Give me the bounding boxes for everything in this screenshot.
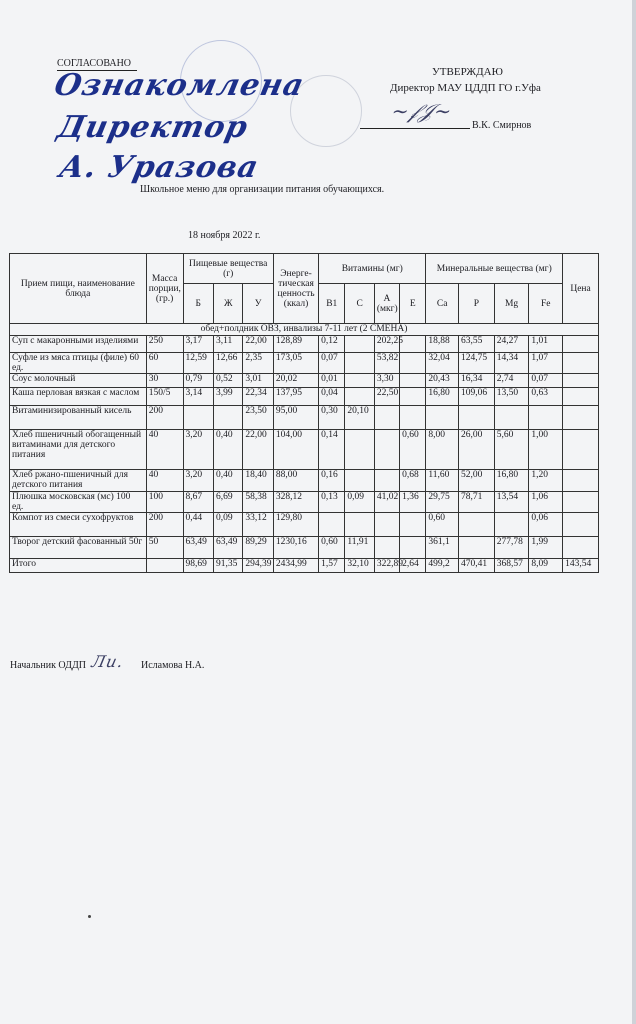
- cell-mg: 13,54: [494, 492, 529, 513]
- cell-a: [374, 513, 399, 537]
- header-p: P: [458, 284, 494, 324]
- cell-mass: 250: [146, 336, 183, 353]
- cell-zh: 12,66: [213, 353, 242, 374]
- cell-b: 3,20: [183, 470, 213, 492]
- total-b: 98,69: [183, 559, 213, 573]
- header-nutrients: Пищевые вещества (г): [183, 254, 273, 284]
- cell-e: [400, 406, 426, 430]
- cell-b1: 0,30: [319, 406, 345, 430]
- header-price: Цена: [563, 254, 599, 324]
- cell-energy: 128,89: [273, 336, 318, 353]
- cell-a: [374, 470, 399, 492]
- cell-b1: 0,01: [319, 374, 345, 388]
- cell-mg: 13,50: [494, 388, 529, 406]
- cell-name: Компот из смеси сухофруктов: [10, 513, 147, 537]
- total-ca: 499,2: [426, 559, 459, 573]
- cell-e: [400, 388, 426, 406]
- cell-energy: 104,00: [273, 430, 318, 470]
- cell-name: Плюшка московская (мс) 100 ед.: [10, 492, 147, 513]
- cell-c: 20,10: [345, 406, 374, 430]
- cell-mass: 50: [146, 537, 183, 559]
- footer-signature: Ли.: [89, 652, 126, 671]
- cell-b: 63,49: [183, 537, 213, 559]
- speck: [88, 915, 91, 918]
- cell-b: 3,17: [183, 336, 213, 353]
- section-row: [10, 324, 599, 336]
- cell-mg: 277,78: [494, 537, 529, 559]
- cell-energy: 88,00: [273, 470, 318, 492]
- cell-mass: 60: [146, 353, 183, 374]
- cell-energy: 129,80: [273, 513, 318, 537]
- table-row: [10, 353, 599, 374]
- cell-c: 11,91: [345, 537, 374, 559]
- header-e: Е: [400, 284, 426, 324]
- cell-fe: 0,63: [529, 388, 563, 406]
- cell-mass: 150/5: [146, 388, 183, 406]
- cell-p: 124,75: [458, 353, 494, 374]
- cell-u: 23,50: [243, 406, 273, 430]
- cell-e: [400, 336, 426, 353]
- cell-energy: 20,02: [273, 374, 318, 388]
- cell-price: [563, 353, 599, 374]
- cell-mass: 100: [146, 492, 183, 513]
- total-price: 143,54: [563, 559, 599, 573]
- cell-zh: 63,49: [213, 537, 242, 559]
- header-row-1: [10, 254, 599, 284]
- cell-energy: 1230,16: [273, 537, 318, 559]
- cell-price: [563, 406, 599, 430]
- header-vitamins: Витамины (мг): [319, 254, 426, 284]
- cell-ca: [426, 406, 459, 430]
- cell-b1: 0,04: [319, 388, 345, 406]
- total-e: 2,64: [400, 559, 426, 573]
- total-p: 470,41: [458, 559, 494, 573]
- section-title: обед+полдник ОВЗ, инвализы 7-11 лет (2 СМЕНА): [10, 324, 599, 336]
- table-row: [10, 537, 599, 559]
- cell-ca: 0,60: [426, 513, 459, 537]
- cell-a: [374, 537, 399, 559]
- header-u: У: [243, 284, 273, 324]
- cell-a: [374, 430, 399, 470]
- cell-fe: [529, 406, 563, 430]
- cell-c: [345, 353, 374, 374]
- header-c: С: [345, 284, 374, 324]
- header-mass: Масса порции, (гр.): [146, 254, 183, 324]
- header-mg: Mg: [494, 284, 529, 324]
- cell-ca: 18,88: [426, 336, 459, 353]
- cell-c: [345, 336, 374, 353]
- cell-ca: 29,75: [426, 492, 459, 513]
- table-row: [10, 513, 599, 537]
- approve-label: УТВЕРЖДАЮ: [432, 66, 503, 78]
- cell-zh: 0,40: [213, 470, 242, 492]
- cell-b1: 0,12: [319, 336, 345, 353]
- cell-ca: 11,60: [426, 470, 459, 492]
- cell-ca: 16,80: [426, 388, 459, 406]
- cell-ca: 8,00: [426, 430, 459, 470]
- cell-name: Суфле из мяса птицы (филе) 60 ед.: [10, 353, 147, 374]
- cell-ca: 361,1: [426, 537, 459, 559]
- total-energy: 2434,99: [273, 559, 318, 573]
- cell-fe: 0,06: [529, 513, 563, 537]
- cell-u: 22,34: [243, 388, 273, 406]
- cell-name: Витаминизированный кисель: [10, 406, 147, 430]
- director-name: В.К. Смирнов: [472, 120, 532, 131]
- cell-fe: 1,99: [529, 537, 563, 559]
- director-signature: ~𝒻𝒥~: [389, 99, 455, 123]
- agreed-label: СОГЛАСОВАНО: [57, 58, 132, 69]
- total-a: 322,89: [374, 559, 399, 573]
- cell-zh: [213, 406, 242, 430]
- cell-price: [563, 430, 599, 470]
- cell-p: 78,71: [458, 492, 494, 513]
- cell-a: [374, 406, 399, 430]
- cell-u: 58,38: [243, 492, 273, 513]
- table-row: [10, 492, 599, 513]
- cell-price: [563, 336, 599, 353]
- table-row: [10, 470, 599, 492]
- table-row: [10, 374, 599, 388]
- cell-fe: 1,07: [529, 353, 563, 374]
- cell-energy: 173,05: [273, 353, 318, 374]
- table-row: [10, 430, 599, 470]
- cell-name: Хлеб ржано-пшеничный для детского питания: [10, 470, 147, 492]
- menu-date: 18 ноября 2022 г.: [188, 230, 261, 241]
- total-mg: 368,57: [494, 559, 529, 573]
- cell-energy: 137,95: [273, 388, 318, 406]
- cell-e: [400, 513, 426, 537]
- cell-mg: 2,74: [494, 374, 529, 388]
- cell-a: 202,25: [374, 336, 399, 353]
- cell-fe: 1,06: [529, 492, 563, 513]
- cell-b1: 0,13: [319, 492, 345, 513]
- cell-u: 89,29: [243, 537, 273, 559]
- cell-c: [345, 513, 374, 537]
- cell-name: Творог детский фасованный 50г: [10, 537, 147, 559]
- header-energy: Энерге-тическая ценность (ккал): [273, 254, 318, 324]
- cell-c: [345, 430, 374, 470]
- cell-zh: 0,52: [213, 374, 242, 388]
- cell-p: 16,34: [458, 374, 494, 388]
- cell-p: 109,06: [458, 388, 494, 406]
- cell-fe: 1,00: [529, 430, 563, 470]
- cell-c: [345, 388, 374, 406]
- cell-price: [563, 513, 599, 537]
- cell-b1: [319, 513, 345, 537]
- cell-u: 22,00: [243, 430, 273, 470]
- cell-name: Соус молочный: [10, 374, 147, 388]
- cell-b: 0,79: [183, 374, 213, 388]
- menu-table: [9, 253, 599, 573]
- cell-c: [345, 470, 374, 492]
- cell-b: 3,14: [183, 388, 213, 406]
- cell-energy: 95,00: [273, 406, 318, 430]
- header-ca: Ca: [426, 284, 459, 324]
- cell-mass: 40: [146, 470, 183, 492]
- cell-b1: 0,16: [319, 470, 345, 492]
- handwritten-line-3: А. Уразова: [56, 150, 263, 185]
- cell-u: 22,00: [243, 336, 273, 353]
- director-title: Директор МАУ ЦДДП ГО г.Уфа: [390, 82, 541, 94]
- cell-e: [400, 537, 426, 559]
- header-zh: Ж: [213, 284, 242, 324]
- cell-zh: 0,09: [213, 513, 242, 537]
- cell-u: 3,01: [243, 374, 273, 388]
- cell-name: Хлеб пшеничный обогащенный витаминами для детского питания: [10, 430, 147, 470]
- header-minerals: Минеральные вещества (мг): [426, 254, 563, 284]
- total-u: 294,39: [243, 559, 273, 573]
- cell-zh: 0,40: [213, 430, 242, 470]
- cell-mg: 14,34: [494, 353, 529, 374]
- table-row: [10, 336, 599, 353]
- cell-u: 18,40: [243, 470, 273, 492]
- footer-head: Начальник ОДДП: [10, 660, 87, 671]
- cell-mg: 16,80: [494, 470, 529, 492]
- cell-a: 53,82: [374, 353, 399, 374]
- cell-mg: [494, 513, 529, 537]
- cell-mass: 30: [146, 374, 183, 388]
- cell-b: [183, 406, 213, 430]
- cell-zh: 3,11: [213, 336, 242, 353]
- cell-mg: [494, 406, 529, 430]
- cell-price: [563, 537, 599, 559]
- total-b1: 1,57: [319, 559, 345, 573]
- cell-e: [400, 374, 426, 388]
- total-mass: [146, 559, 183, 573]
- cell-price: [563, 492, 599, 513]
- cell-energy: 328,12: [273, 492, 318, 513]
- cell-b: 8,67: [183, 492, 213, 513]
- cell-fe: 0,07: [529, 374, 563, 388]
- handwritten-line-2: Директор: [54, 110, 252, 145]
- cell-mass: 200: [146, 513, 183, 537]
- header-meal: Прием пищи, наименование блюда: [10, 254, 147, 324]
- cell-p: 52,00: [458, 470, 494, 492]
- cell-mg: 24,27: [494, 336, 529, 353]
- cell-mass: 40: [146, 430, 183, 470]
- total-fe: 8,09: [529, 559, 563, 573]
- cell-name: Каша перловая вязкая с маслом: [10, 388, 147, 406]
- cell-b: 3,20: [183, 430, 213, 470]
- cell-zh: 6,69: [213, 492, 242, 513]
- cell-ca: 32,04: [426, 353, 459, 374]
- cell-p: [458, 513, 494, 537]
- cell-price: [563, 374, 599, 388]
- cell-zh: 3,99: [213, 388, 242, 406]
- table-row: [10, 406, 599, 430]
- cell-price: [563, 388, 599, 406]
- page-edge: [632, 0, 636, 1024]
- cell-u: 2,35: [243, 353, 273, 374]
- cell-e: 1,36: [400, 492, 426, 513]
- cell-fe: 1,20: [529, 470, 563, 492]
- header-b1: В1: [319, 284, 345, 324]
- menu-title: Школьное меню для организации питания обучающихся.: [140, 184, 385, 195]
- cell-b1: 0,14: [319, 430, 345, 470]
- cell-a: 22,50: [374, 388, 399, 406]
- cell-name: Суп с макаронными изделиями: [10, 336, 147, 353]
- cell-mg: 5,60: [494, 430, 529, 470]
- cell-p: 26,00: [458, 430, 494, 470]
- handwritten-line-1: Ознакомлена: [51, 68, 308, 103]
- cell-a: 3,30: [374, 374, 399, 388]
- cell-c: [345, 374, 374, 388]
- cell-b: 12,59: [183, 353, 213, 374]
- total-zh: 91,35: [213, 559, 242, 573]
- cell-p: [458, 537, 494, 559]
- cell-b1: 0,07: [319, 353, 345, 374]
- table-row: [10, 388, 599, 406]
- header-a: А (мкг): [374, 284, 399, 324]
- header-fe: Fe: [529, 284, 563, 324]
- footer-name: Исламова Н.А.: [141, 660, 205, 671]
- cell-p: 63,55: [458, 336, 494, 353]
- total-row: [10, 559, 599, 573]
- total-name: Итого: [10, 559, 147, 573]
- director-signature-line: [360, 128, 470, 129]
- cell-c: 0,09: [345, 492, 374, 513]
- header-b: Б: [183, 284, 213, 324]
- cell-p: [458, 406, 494, 430]
- cell-mass: 200: [146, 406, 183, 430]
- cell-u: 33,12: [243, 513, 273, 537]
- menu-body: [10, 336, 599, 573]
- cell-a: 41,02: [374, 492, 399, 513]
- total-c: 32,10: [345, 559, 374, 573]
- cell-ca: 20,43: [426, 374, 459, 388]
- cell-e: 0,60: [400, 430, 426, 470]
- cell-e: 0,68: [400, 470, 426, 492]
- cell-e: [400, 353, 426, 374]
- cell-b: 0,44: [183, 513, 213, 537]
- cell-price: [563, 470, 599, 492]
- cell-fe: 1,01: [529, 336, 563, 353]
- cell-b1: 0,60: [319, 537, 345, 559]
